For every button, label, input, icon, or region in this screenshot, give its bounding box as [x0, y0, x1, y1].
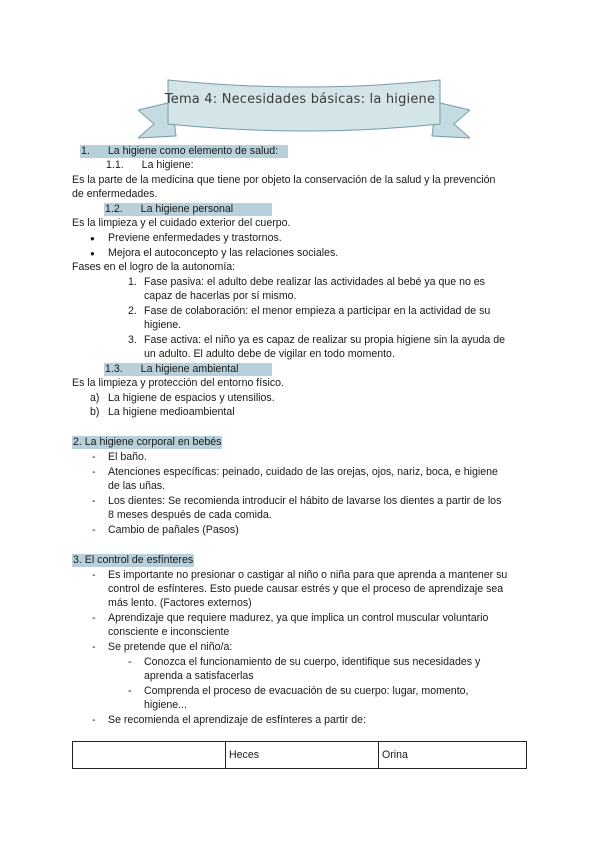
- dash-icon: -: [92, 451, 96, 463]
- list-item: de las uñas.: [108, 480, 166, 492]
- dash-icon: -: [92, 466, 96, 478]
- list-item: Los dientes: Se recomienda introducir el hábito de lavarse los dientes a partir de los: [108, 495, 502, 507]
- dash-icon: -: [92, 524, 96, 536]
- list-item: Fase de colaboración: el menor empieza a participar en la actividad de su: [144, 305, 491, 317]
- list-item: más lento. (Factores externos): [108, 597, 252, 609]
- list-letter: a): [90, 392, 100, 404]
- list-item: Fase activa: el niño ya es capaz de realizar su propia higiene sin la ayuda de: [144, 334, 505, 346]
- section-2-heading: 2. La higiene corporal en bebés: [73, 436, 222, 448]
- dash-icon: -: [92, 641, 96, 653]
- list-item: Atenciones específicas: peinado, cuidado de las orejas, ojos, nariz, boca, e higiene: [108, 466, 498, 478]
- section-1-title: La higiene como elemento de salud:: [107, 145, 279, 157]
- bullet-dot-icon: ●: [90, 249, 95, 258]
- dash-icon: -: [92, 612, 96, 624]
- list-item: un adulto. El adulto debe de vigilar en todo momento.: [144, 348, 395, 360]
- list-item: consciente e inconsciente: [108, 626, 230, 638]
- section-3-heading: 3. El control de esfínteres: [73, 554, 194, 566]
- subsection-1-1-number: 1.1.: [106, 159, 124, 171]
- list-item: Es importante no presionar o castigar al niño o niña para que aprenda a mantener su: [108, 569, 508, 581]
- dash-icon: -: [92, 714, 96, 726]
- table-header-orina: Orina: [379, 742, 527, 769]
- list-item: capaz de hacerlas por sí mismo.: [144, 290, 297, 302]
- list-number: 3.: [128, 334, 137, 346]
- paragraph-line: Es la limpieza y protección del entorno físico.: [72, 377, 284, 389]
- list-item: Se recomienda el aprendizaje de esfínteres a partir de:: [108, 714, 366, 726]
- dash-icon: -: [128, 685, 132, 697]
- paragraph-line: Fases en el logro de la autonomía:: [72, 261, 236, 273]
- list-item: higiene.: [144, 319, 182, 331]
- list-item: 8 meses después de cada comida.: [108, 509, 272, 521]
- list-letter: b): [90, 406, 100, 418]
- subsection-1-1-heading: [106, 159, 194, 172]
- list-number: 1.: [128, 276, 137, 288]
- paragraph-line: Es la limpieza y el cuidado exterior del cuerpo.: [72, 217, 291, 229]
- list-item: El baño.: [108, 451, 147, 463]
- dash-icon: -: [92, 495, 96, 507]
- paragraph-line: Es la parte de la medicina que tiene por objeto la conservación de la salud y la prevención: [72, 174, 496, 186]
- dash-icon: -: [92, 569, 96, 581]
- subsection-1-3-heading: [104, 363, 272, 376]
- paragraph-line: de enfermedades.: [72, 188, 158, 200]
- title-banner: [138, 72, 470, 144]
- list-item: Se pretende que el niño/a:: [108, 641, 233, 653]
- sub-list-item: Conozca el funcionamiento de su cuerpo, identifique sus necesidades y: [144, 656, 481, 668]
- page-title: Tema 4: Necesidades básicas: la higiene: [164, 92, 436, 107]
- list-item: Fase pasiva: el adulto debe realizar las actividades al bebé ya que no es: [144, 276, 485, 288]
- subsection-1-3-title: La higiene ambiental: [140, 363, 239, 375]
- section-1-number: 1.: [81, 145, 90, 157]
- sub-list-item: higiene...: [144, 699, 187, 711]
- list-number: 2.: [128, 305, 137, 317]
- list-item: Aprendizaje que requiere madurez, ya que implica un control muscular voluntario: [108, 612, 489, 624]
- table-row: [73, 742, 527, 769]
- table-header-heces: Heces: [226, 742, 379, 769]
- section-1-heading: [80, 145, 288, 158]
- list-item: Cambio de pañales (Pasos): [108, 524, 239, 536]
- bullet-dot-icon: ●: [90, 234, 95, 243]
- subsection-1-2-number: 1.2.: [105, 203, 123, 215]
- list-item: La higiene de espacios y utensilios.: [108, 392, 275, 404]
- subsection-1-3-number: 1.3.: [105, 363, 123, 375]
- subsection-1-1-title: La higiene:: [141, 159, 194, 171]
- toilet-training-table: [72, 741, 527, 769]
- list-item: La higiene medioambiental: [108, 406, 235, 418]
- dash-icon: -: [128, 656, 132, 668]
- subsection-1-2-heading: [104, 203, 272, 216]
- table-cell-empty: [73, 742, 226, 769]
- sub-list-item: aprenda a satisfacerlas: [144, 670, 254, 682]
- list-item: control de esfínteres. Esto puede causar estrés y que el proceso de aprendizaje sea: [108, 583, 504, 595]
- sub-list-item: Comprenda el proceso de evacuación de su cuerpo: lugar, momento,: [144, 685, 469, 697]
- list-item: Previene enfermedades y trastornos.: [108, 232, 282, 244]
- subsection-1-2-title: La higiene personal: [140, 203, 234, 215]
- list-item: Mejora el autoconcepto y las relaciones sociales.: [108, 247, 339, 259]
